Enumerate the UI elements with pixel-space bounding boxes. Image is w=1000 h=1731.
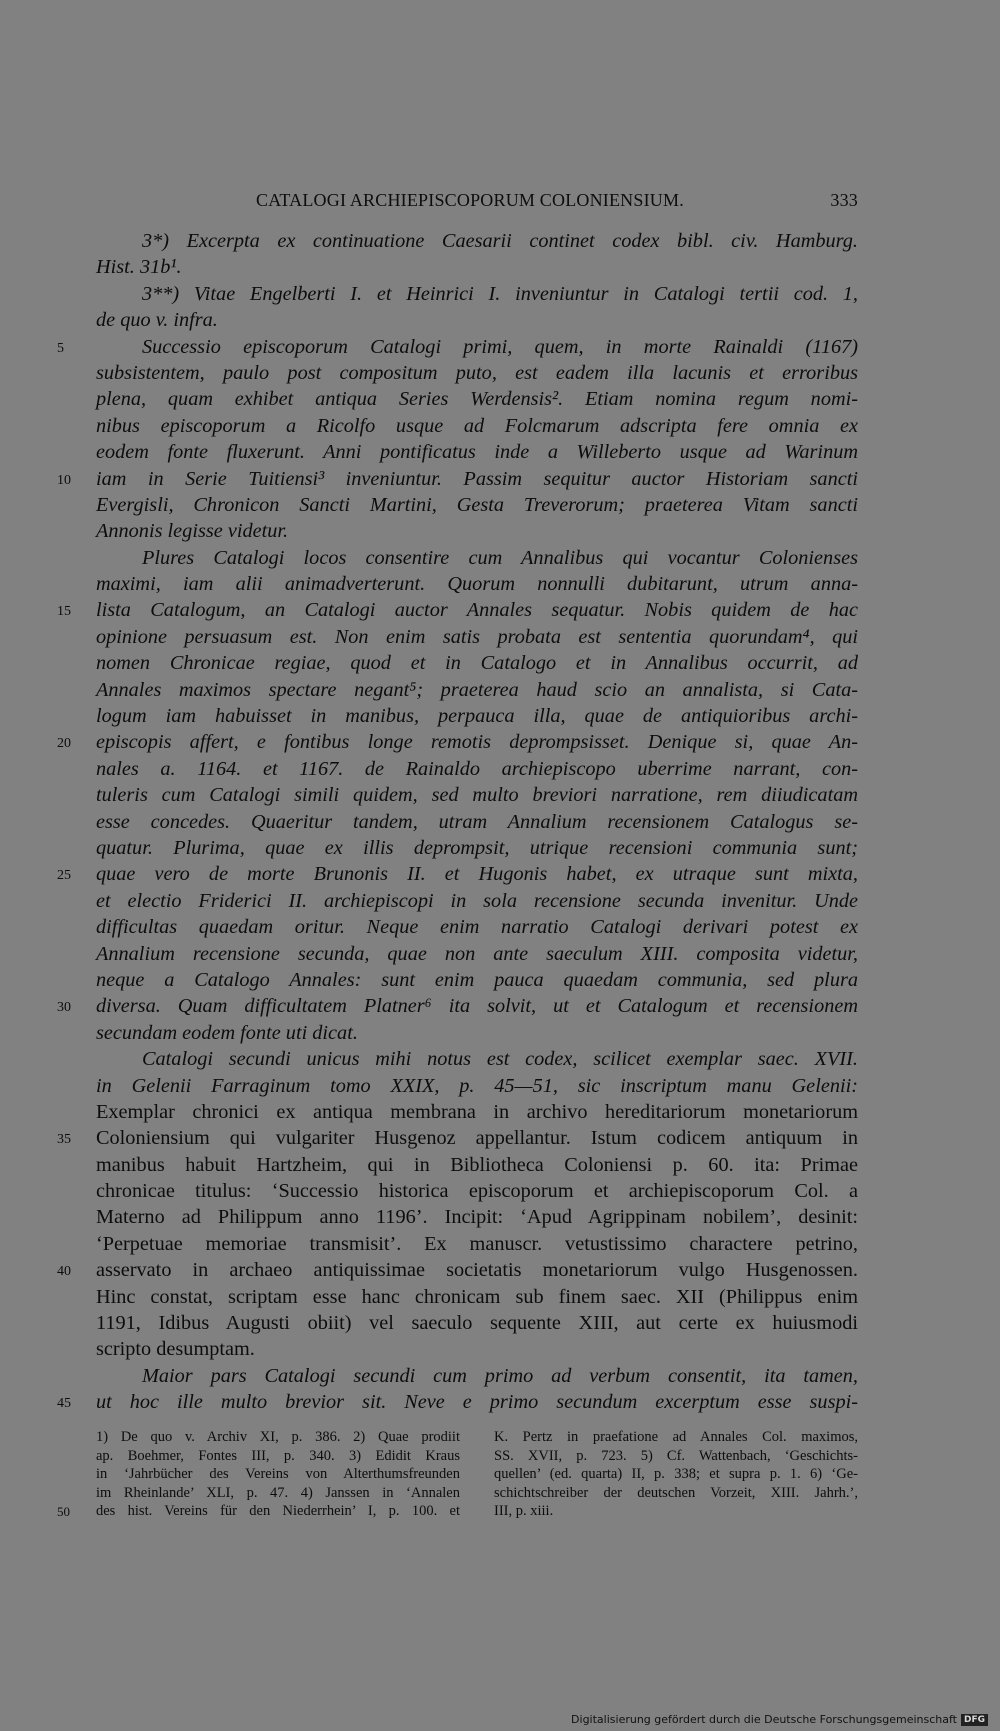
body-line: [96, 941, 858, 967]
body-line-text: Coloniensium qui vulgariter Husgenoz appellantur. Istum codicem antiquum in: [96, 1127, 858, 1150]
footnote-line-text: schichtschreiber der deutschen Vorzeit, XIII. Jahrh.’,: [494, 1484, 858, 1501]
body-line: [96, 624, 858, 650]
footnotes-right-column: [494, 1428, 858, 1521]
body-line-text: neque a Catalogo Annales: sunt enim pauca quaedam communia, sed plura: [96, 968, 858, 991]
body-line: [96, 1099, 858, 1125]
body-line-text: ut hoc ille multo brevior sit. Neve e primo secundum excerptum esse suspi-: [96, 1391, 858, 1414]
footnote-line-text: quellen’ (ed. quarta) II, p. 338; et supra p. 1. 6) ‘Ge-: [494, 1466, 858, 1483]
body-line: [96, 703, 858, 729]
footnote-line-text: in ‘Jahrbücher des Vereins von Alterthumsfreunden: [96, 1466, 460, 1483]
body-line-text: Annonis legisse videtur.: [96, 520, 289, 543]
page-number: 333: [830, 190, 858, 210]
body-line: [96, 439, 858, 465]
body-line-text: quae vero de morte Brunonis II. et Hugonis habet, ex utraque sunt mixta,: [96, 863, 858, 886]
footnote-line: [494, 1465, 858, 1484]
body-line: [96, 360, 858, 386]
dfg-logo: DFG: [961, 1714, 988, 1726]
body-line-text: eodem fonte fluxerunt. Anni pontificatus inde a Willeberto usque ad Warinum: [96, 441, 858, 464]
body-line-text: manibus habuit Hartzheim, qui in Bibliotheca Coloniensi p. 60. ita: Primae: [96, 1153, 858, 1176]
footnote-line: [57, 1502, 460, 1521]
body-line-text: difficultas quaedam oritur. Neque enim narratio Catalogi derivari potest ex: [96, 916, 858, 939]
body-line: [96, 1284, 858, 1310]
body-line: [57, 1125, 858, 1151]
body-line-text: Hinc constat, scriptam esse hanc chronicam sub finem saec. XII (Philippus enim: [96, 1285, 858, 1308]
body-line: [96, 386, 858, 412]
body-line-text: secundam eodem fonte uti dicat.: [96, 1021, 358, 1044]
footnote-line: [96, 1428, 460, 1447]
footnote-line-text: 1) De quo v. Archiv XI, p. 386. 2) Quae prodiit: [96, 1429, 460, 1445]
body-line: [57, 861, 858, 887]
body-line: [96, 1310, 858, 1336]
line-number: 10: [57, 472, 71, 488]
body-line-text: ‘Perpetuae memoriae transmisit’. Ex manuscr. vetustissimo charactere petrino,: [96, 1232, 858, 1255]
body-line-text: Annales maximos spectare negant⁵; praeterea haud scio an annalista, si Cata-: [96, 678, 858, 701]
body-line: [96, 1204, 858, 1230]
body-line: [96, 888, 858, 914]
footnote-line-text: im Rheinlande’ XLI, p. 47. 4) Janssen in ‘Annalen: [96, 1484, 460, 1501]
body-line-text: chronicae titulus: ‘Successio historica episcoporum et archiepiscoporum Col. a: [96, 1180, 858, 1203]
body-line: [96, 1020, 858, 1046]
header-title: CATALOGI ARCHIEPISCOPORUM COLONIENSIUM.: [256, 190, 684, 210]
body-line: [96, 1336, 858, 1362]
body-line-text: opinione persuasum est. Non enim satis probata est sententia quorundam⁴, qui: [96, 625, 858, 648]
body-line-text: Catalogi secundi unicus mihi notus est codex, scilicet exemplar saec. XVII.: [142, 1048, 858, 1071]
line-number: 15: [57, 604, 71, 620]
body-line-text: logum iam habuisset in manibus, perpauca illa, quae de antiquioribus archi-: [96, 705, 858, 728]
digitization-footer: [571, 1713, 988, 1726]
body-line: [96, 967, 858, 993]
body-line-text: episcopis affert, e fontibus longe remotis deprompsisset. Denique si, quae An-: [96, 731, 858, 754]
body-line: [96, 782, 858, 808]
body-line: [96, 1178, 858, 1204]
body-line: [96, 545, 858, 571]
body-line: [96, 228, 858, 254]
body-line-text: Materno ad Philippum anno 1196’. Incipit: ‘Apud Agrippinam nobilem’, desinit:: [96, 1206, 858, 1229]
body-line-text: Plures Catalogi locos consentire cum Annalibus qui vocantur Colonienses: [142, 546, 858, 569]
footnotes-left-column: [57, 1428, 460, 1521]
body-line-text: nomen Chronicae regiae, quod et in Catalogo et in Annalibus occurrit, ad: [96, 652, 858, 675]
body-line: [96, 1363, 858, 1389]
body-line: [96, 756, 858, 782]
body-line-text: iam in Serie Tuitiensi³ inveniuntur. Passim sequitur auctor Historiam sancti: [96, 467, 858, 490]
body-line-text: Evergisli, Chronicon Sancti Martini, Gesta Treverorum; praeterea Vitam sancti: [96, 493, 858, 516]
body-line: [96, 1073, 858, 1099]
body-line: [96, 1231, 858, 1257]
body-line: [57, 993, 858, 1019]
body-line-text: in Gelenii Farraginum tomo XXIX, p. 45—51, sic inscriptum manu Gelenii:: [96, 1074, 858, 1097]
body-line-text: Successio episcoporum Catalogi primi, quem, in morte Rainaldi (1167): [142, 335, 858, 358]
body-line-text: de quo v. infra.: [96, 309, 218, 332]
body-line: [57, 334, 858, 360]
line-number: 40: [57, 1264, 71, 1280]
footnote-line-text: ap. Boehmer, Fontes III, p. 340. 3) Edidit Kraus: [96, 1447, 460, 1464]
line-number: 5: [57, 340, 64, 356]
body-line: [96, 914, 858, 940]
body-line-text: et electio Friderici II. archiepiscopi in sola recensione secunda invenitur. Unde: [96, 889, 858, 912]
body-line: [57, 466, 858, 492]
footnote-line: [96, 1484, 460, 1503]
line-number: 45: [57, 1396, 71, 1412]
footnote-line-text: SS. XVII, p. 723. 5) Cf. Wattenbach, ‘Geschichts-: [494, 1447, 858, 1464]
body-line: [57, 1257, 858, 1283]
footer-text: Digitalisierung gefördert durch die Deutsche Forschungsgemeinschaft: [571, 1713, 957, 1726]
body-line: [96, 835, 858, 861]
body-line: [96, 809, 858, 835]
body-line-text: scripto desumptam.: [96, 1338, 255, 1361]
line-number: 20: [57, 736, 71, 752]
line-number: 50: [57, 1504, 70, 1520]
body-line-text: quatur. Plurima, quae ex illis deprompsit, utrique recensioni communia sunt;: [96, 836, 858, 859]
body-line-text: diversa. Quam difficultatem Platner⁶ ita solvit, ut et Catalogum et recensionem: [96, 995, 858, 1018]
body-line: [57, 729, 858, 755]
body-line-text: esse concedes. Quaeritur tandem, utram Annalium recensionem Catalogus se-: [96, 810, 858, 833]
footnote-line: [96, 1465, 460, 1484]
body-line: [96, 1046, 858, 1072]
body-line-text: subsistentem, paulo post compositum puto, est eadem illa lacunis et erroribus: [96, 361, 858, 384]
body-line-text: plena, quam exhibet antiqua Series Werdensis². Etiam nomina regum nomi-: [96, 388, 858, 411]
body-line-text: nibus episcoporum a Ricolfo usque ad Folcmarum adscripta fere omnia ex: [96, 414, 858, 437]
body-line-text: Exemplar chronici ex antiqua membrana in archivo hereditariorum monetariorum: [96, 1100, 858, 1123]
line-number: 25: [57, 868, 71, 884]
body-line: [96, 281, 858, 307]
line-number: 35: [57, 1132, 71, 1148]
body-line-text: maximi, iam alii animadverterunt. Quorum nonnulli dubitarunt, utrum anna-: [96, 573, 858, 596]
body-line-text: lista Catalogum, an Catalogi auctor Annales sequatur. Nobis quidem de hac: [96, 599, 858, 622]
body-line: [96, 492, 858, 518]
body-line: [96, 254, 858, 280]
body-line: [96, 571, 858, 597]
body-line-text: Hist. 31b¹.: [96, 256, 182, 279]
footnote-line-text: III, p. xiii.: [494, 1503, 554, 1520]
body-line-text: 1191, Idibus Augusti obiit) vel saeculo sequente XIII, aut certe ex huiusmodi: [96, 1312, 858, 1335]
body-line: [96, 518, 858, 544]
footnote-line-text: K. Pertz in praefatione ad Annales Col. maximos,: [494, 1429, 858, 1445]
body-line: [96, 1152, 858, 1178]
main-text: [57, 228, 858, 1416]
body-line: [96, 413, 858, 439]
footnote-line: [96, 1447, 460, 1466]
footnote-line: [494, 1428, 858, 1447]
footnote-line-text: des hist. Vereins für den Niederrhein’ I, p. 100. et: [96, 1503, 460, 1520]
body-line-text: Maior pars Catalogi secundi cum primo ad verbum consentit, ita tamen,: [142, 1364, 858, 1387]
body-line: [57, 597, 858, 623]
body-line: [96, 307, 858, 333]
body-line-text: 3*) Excerpta ex continuatione Caesarii continet codex bibl. civ. Hamburg.: [142, 230, 858, 252]
footnote-line: [494, 1447, 858, 1466]
body-line-text: nales a. 1164. et 1167. de Rainaldo archiepiscopo uberrime narrant, con-: [96, 757, 858, 780]
footnote-line: [494, 1502, 858, 1521]
body-line: [96, 677, 858, 703]
footnotes: [57, 1428, 858, 1521]
body-line-text: Annalium recensione secunda, quae non ante saeculum XIII. composita videtur,: [96, 942, 858, 965]
body-line: [96, 650, 858, 676]
body-line-text: 3**) Vitae Engelberti I. et Heinrici I. inveniuntur in Catalogi tertii cod. 1,: [142, 282, 858, 305]
body-line-text: tuleris cum Catalogi simili quidem, sed multo breviori narratione, rem diiudicatam: [96, 784, 858, 807]
body-line-text: asservato in archaeo antiquissimae societatis monetariorum vulgo Husgenossen.: [96, 1259, 858, 1282]
footnote-line: [494, 1484, 858, 1503]
body-line: [57, 1389, 858, 1415]
line-number: 30: [57, 1000, 71, 1016]
